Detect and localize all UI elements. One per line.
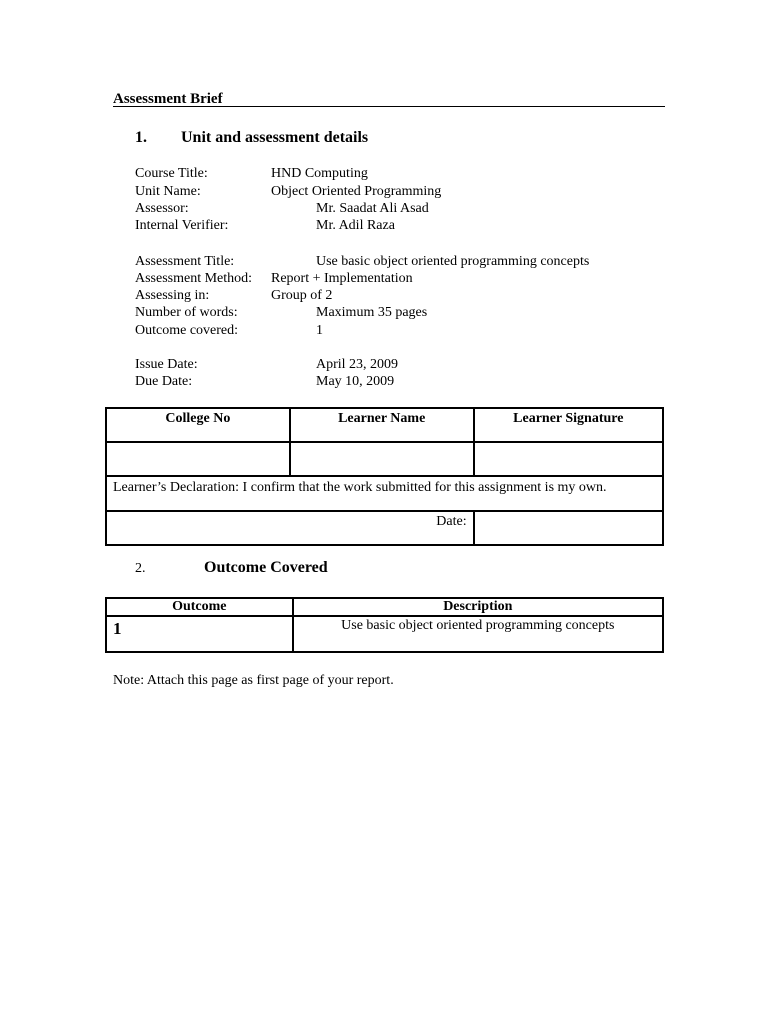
date-row — [106, 511, 663, 545]
page-title: Assessment Brief — [113, 91, 665, 107]
learner-signature-header: Learner Signature — [474, 408, 663, 442]
assessment-title-label: Assessment Title: — [135, 254, 235, 269]
learner-table — [105, 407, 664, 546]
issue-date-label: Issue Date: — [135, 357, 198, 372]
learner-name-cell[interactable] — [290, 442, 474, 476]
date-cell[interactable] — [474, 511, 663, 545]
learner-signature-cell[interactable] — [474, 442, 663, 476]
note: Note: Attach this page as first page of your report. — [113, 673, 394, 688]
outcome-covered-label: Outcome covered: — [135, 323, 239, 338]
number-of-words-value: Maximum 35 pages — [316, 305, 428, 320]
assessing-in-value: Group of 2 — [271, 288, 333, 303]
assessing-in-label: Assessing in: — [135, 288, 210, 303]
section-1-number: 1. — [135, 129, 147, 146]
description-header: Description — [293, 598, 663, 616]
course-title-value: HND Computing — [271, 166, 368, 181]
assessor-value: Mr. Saadat Ali Asad — [316, 201, 429, 216]
learner-table-entry-row — [106, 442, 663, 476]
section-2-number: 2. — [135, 561, 146, 576]
outcome-number: 1 — [106, 616, 293, 652]
assessment-method-label: Assessment Method: — [135, 271, 253, 286]
internal-verifier-value: Mr. Adil Raza — [316, 218, 395, 233]
assessment-method-value: Report + Implementation — [271, 271, 413, 286]
declaration-row — [106, 476, 663, 511]
learner-table-header-row — [106, 408, 663, 442]
outcome-header: Outcome — [106, 598, 293, 616]
issue-date-value: April 23, 2009 — [316, 357, 399, 372]
section-1-title: Unit and assessment details — [181, 129, 369, 146]
internal-verifier-label: Internal Verifier: — [135, 218, 229, 233]
outcome-table-header-row — [106, 598, 663, 616]
table-row — [106, 616, 663, 652]
college-no-cell[interactable] — [106, 442, 290, 476]
outcome-table — [105, 597, 664, 653]
assessment-title-value: Use basic object oriented programming concepts — [316, 254, 590, 269]
unit-name-label: Unit Name: — [135, 184, 201, 199]
unit-name-value: Object Oriented Programming — [271, 184, 442, 199]
course-title-label: Course Title: — [135, 166, 208, 181]
due-date-label: Due Date: — [135, 374, 193, 389]
assessor-label: Assessor: — [135, 201, 189, 216]
outcome-covered-value: 1 — [316, 323, 323, 338]
college-no-header: College No — [106, 408, 290, 442]
number-of-words-label: Number of words: — [135, 305, 238, 320]
learner-declaration: Learner’s Declaration: I confirm that the work submitted for this assignment is my own. — [106, 476, 663, 511]
section-2-title: Outcome Covered — [204, 559, 328, 576]
learner-name-header: Learner Name — [290, 408, 474, 442]
date-label: Date: — [106, 511, 474, 545]
due-date-value: May 10, 2009 — [316, 374, 395, 389]
outcome-description: Use basic object oriented programming concepts — [293, 616, 663, 652]
